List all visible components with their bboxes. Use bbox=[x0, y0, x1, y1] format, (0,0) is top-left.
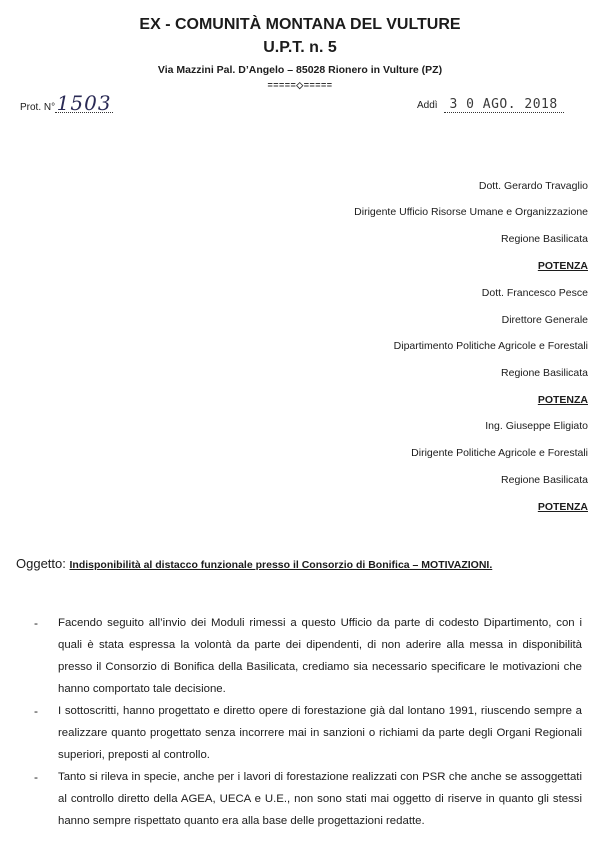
body-paragraph bbox=[34, 700, 582, 766]
recipient-city: POTENZA bbox=[537, 394, 588, 406]
recipient-line: Dirigente Ufficio Risorse Umane e Organizzazione bbox=[354, 206, 588, 218]
protocol-label: Prot. N° bbox=[20, 102, 56, 113]
bullet-marker: - bbox=[34, 704, 38, 718]
body-paragraph bbox=[34, 612, 582, 700]
paragraph-text: Facendo seguito all’invio dei Moduli rimessi a questo Ufficio da parte di codesto Dipartimento, con i quali è stata espressa la volontà da parte dei dipendenti, di non aderire alla messa in disponibilità presso il Consorzio di Bonifica della Basilicata, crediamo sia necessario specificare le motivazioni che hanno comportato tale decisione. bbox=[58, 617, 582, 695]
date-stamp: 3 0 AGO. 2018 bbox=[444, 97, 564, 113]
recipient-line: Dott. Francesco Pesce bbox=[481, 287, 588, 299]
recipient-line: Dott. Gerardo Travaglio bbox=[478, 180, 588, 192]
header-divider: =====◇===== bbox=[267, 80, 333, 90]
recipient-line: Ing. Giuseppe Eligiato bbox=[485, 420, 588, 432]
bullet-marker: - bbox=[34, 770, 38, 784]
recipient-line: Dirigente Politiche Agricole e Forestali bbox=[411, 447, 588, 459]
subject-text: Indisponibilità al distacco funzionale presso il Consorzio di Bonifica – MOTIVAZIONI. bbox=[69, 559, 493, 571]
paragraph-text: I sottoscritti, hanno progettato e diretto opere di forestazione già dal lontano 1991, riuscendo sempre a realizzare quanto progettato senza incorrere mai in sanzioni o richiami da parte degli Organi Regionali superiori, preposti al controllo. bbox=[58, 705, 582, 761]
org-name: EX - COMUNITÀ MONTANA DEL VULTURE bbox=[139, 16, 461, 33]
org-address: Via Mazzini Pal. D’Angelo – 85028 Rionero in Vulture (PZ) bbox=[157, 64, 443, 76]
protocol-number: 1503 bbox=[56, 91, 112, 115]
paragraph-text: Tanto si rileva in specie, anche per i lavori di forestazione realizzati con PSR che anche se assoggettati al controllo diretto della AGEA, UECA e U.E., non sono stati mai oggetto di riserve in quanto gli stessi hanno sempre rispettato quanto era alla base delle progettazioni redatte. bbox=[58, 771, 582, 827]
recipient-line: Direttore Generale bbox=[501, 314, 588, 326]
recipient-line: Regione Basilicata bbox=[501, 367, 588, 379]
subject-line bbox=[16, 556, 492, 571]
bullet-marker: - bbox=[34, 616, 38, 630]
date-label: Addì bbox=[417, 100, 438, 111]
body-paragraph bbox=[34, 766, 582, 832]
recipient-city: POTENZA bbox=[537, 260, 588, 272]
subject-label: Oggetto: bbox=[16, 556, 66, 571]
recipient-line: Regione Basilicata bbox=[501, 474, 588, 486]
org-unit: U.P.T. n. 5 bbox=[263, 39, 337, 56]
recipient-city: POTENZA bbox=[537, 501, 588, 513]
recipient-line: Regione Basilicata bbox=[501, 233, 588, 245]
protocol-line bbox=[20, 91, 113, 115]
date-line bbox=[417, 97, 564, 113]
recipient-line: Dipartimento Politiche Agricole e Forestali bbox=[393, 340, 588, 352]
